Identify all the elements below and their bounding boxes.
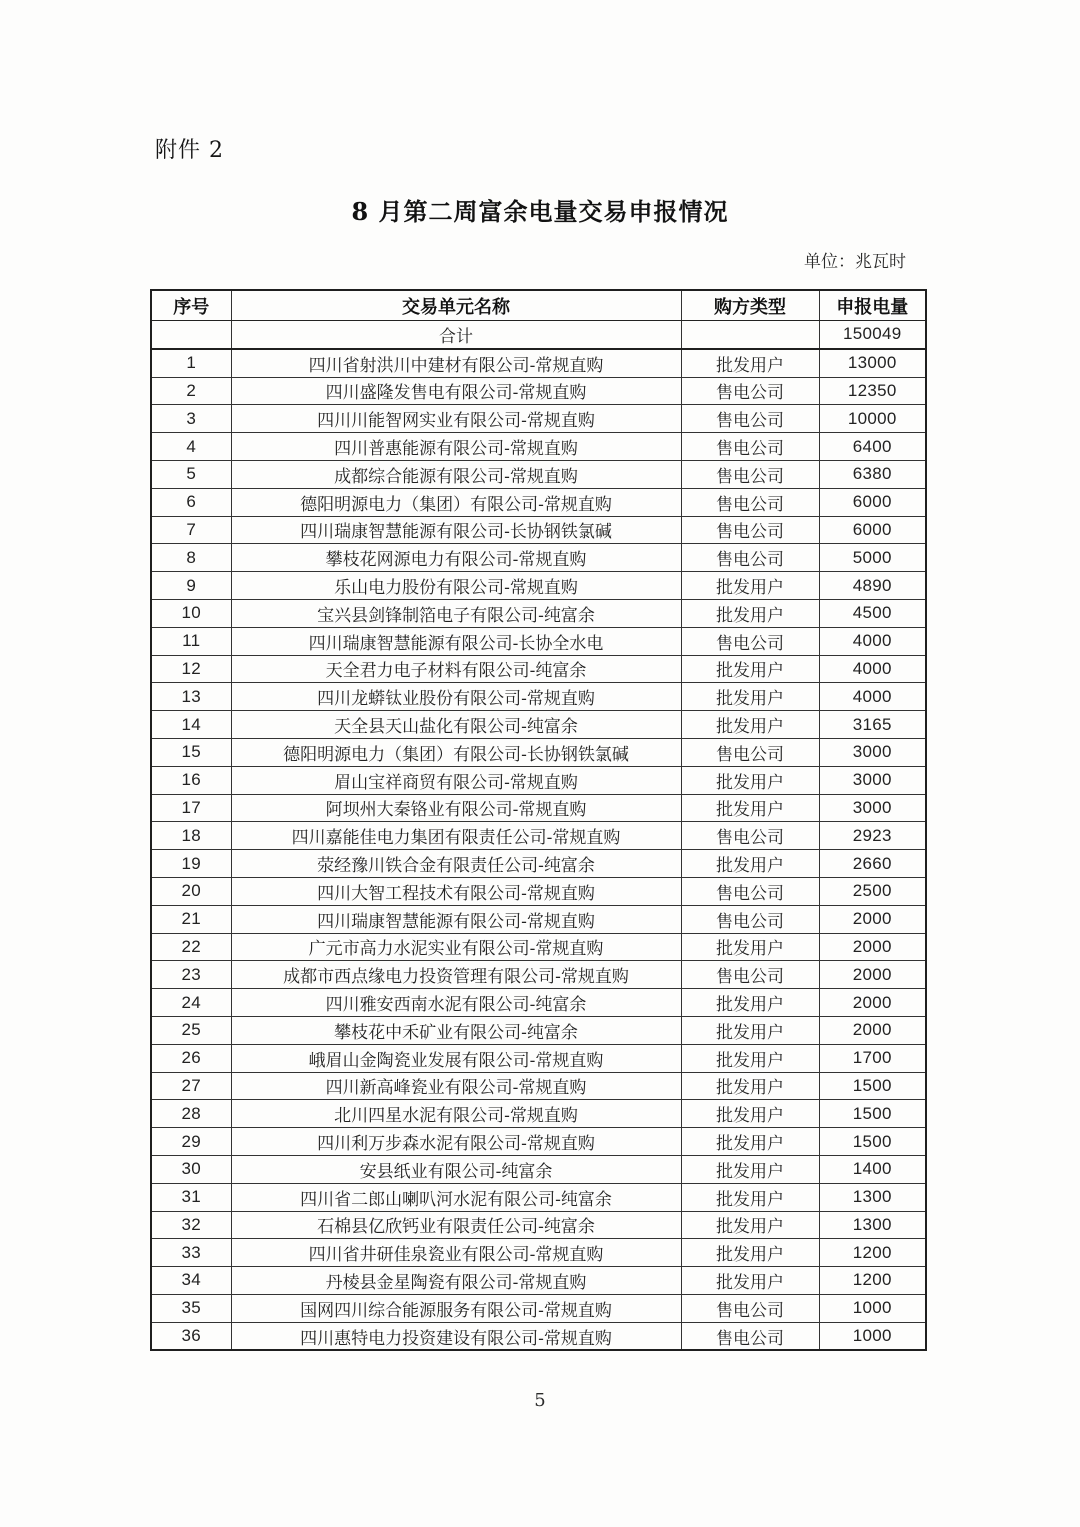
unit-name-cell: 安县纸业有限公司-纯富余 (231, 1155, 681, 1183)
buyer-type-cell: 售电公司 (681, 377, 819, 405)
buyer-type-cell: 批发用户 (681, 711, 819, 739)
row-index-cell: 18 (151, 822, 231, 850)
table-row (151, 961, 926, 989)
row-index-cell: 13 (151, 683, 231, 711)
row-index-cell: 28 (151, 1100, 231, 1128)
table-row (151, 1294, 926, 1322)
row-index-cell: 2 (151, 377, 231, 405)
row-index-cell: 7 (151, 516, 231, 544)
table-row (151, 1155, 926, 1183)
row-index-cell: 9 (151, 572, 231, 600)
unit-name-cell: 四川利万步森水泥有限公司-常规直购 (231, 1128, 681, 1156)
volume-cell: 6000 (819, 516, 926, 544)
volume-cell: 4890 (819, 572, 926, 600)
row-index-cell: 10 (151, 599, 231, 627)
volume-cell: 2000 (819, 933, 926, 961)
table-body (151, 321, 926, 1351)
row-index-cell: 1 (151, 349, 231, 377)
total-row (151, 321, 926, 349)
row-index-cell: 27 (151, 1072, 231, 1100)
volume-cell: 1300 (819, 1211, 926, 1239)
row-index-cell: 26 (151, 1044, 231, 1072)
unit-name-cell: 丹棱县金星陶瓷有限公司-常规直购 (231, 1267, 681, 1295)
unit-name-cell: 天全县天山盐化有限公司-纯富余 (231, 711, 681, 739)
unit-name-cell: 四川嘉能佳电力集团有限责任公司-常规直购 (231, 822, 681, 850)
unit-name-cell: 四川龙蟒钛业股份有限公司-常规直购 (231, 683, 681, 711)
buyer-type-cell: 批发用户 (681, 572, 819, 600)
buyer-type-cell: 批发用户 (681, 1072, 819, 1100)
buyer-type-cell: 售电公司 (681, 822, 819, 850)
row-index-cell: 35 (151, 1294, 231, 1322)
volume-cell: 1300 (819, 1183, 926, 1211)
buyer-type-cell: 批发用户 (681, 850, 819, 878)
volume-cell: 4500 (819, 599, 926, 627)
total-index-cell (151, 321, 231, 349)
buyer-type-cell: 售电公司 (681, 1322, 819, 1350)
volume-cell: 3000 (819, 738, 926, 766)
unit-name-cell: 成都市西点缘电力投资管理有限公司-常规直购 (231, 961, 681, 989)
row-index-cell: 19 (151, 850, 231, 878)
buyer-type-cell: 售电公司 (681, 544, 819, 572)
unit-name-cell: 石棉县亿欣钙业有限责任公司-纯富余 (231, 1211, 681, 1239)
unit-name-cell: 峨眉山金陶瓷业发展有限公司-常规直购 (231, 1044, 681, 1072)
row-index-cell: 12 (151, 655, 231, 683)
buyer-type-cell: 批发用户 (681, 349, 819, 377)
volume-cell: 2000 (819, 905, 926, 933)
total-label-cell: 合计 (231, 321, 681, 349)
volume-cell: 12350 (819, 377, 926, 405)
unit-name-cell: 宝兴县剑锋制箔电子有限公司-纯富余 (231, 599, 681, 627)
table-row (151, 850, 926, 878)
table-row (151, 516, 926, 544)
page-title: 8 月第二周富余电量交易申报情况 (351, 197, 729, 226)
table-row (151, 1072, 926, 1100)
unit-name-cell: 眉山宝祥商贸有限公司-常规直购 (231, 766, 681, 794)
table-row (151, 766, 926, 794)
buyer-type-cell: 售电公司 (681, 877, 819, 905)
table-row (151, 1322, 926, 1350)
buyer-type-cell: 售电公司 (681, 1294, 819, 1322)
table-row (151, 488, 926, 516)
table-row (151, 544, 926, 572)
volume-cell: 1200 (819, 1267, 926, 1295)
total-buyer-cell (681, 321, 819, 349)
buyer-type-cell: 售电公司 (681, 488, 819, 516)
volume-cell: 4000 (819, 655, 926, 683)
buyer-type-cell: 批发用户 (681, 1267, 819, 1295)
volume-cell: 1500 (819, 1100, 926, 1128)
table-row (151, 738, 926, 766)
buyer-type-cell: 批发用户 (681, 655, 819, 683)
buyer-type-cell: 售电公司 (681, 460, 819, 488)
volume-cell: 2000 (819, 1016, 926, 1044)
volume-cell: 3000 (819, 766, 926, 794)
row-index-cell: 24 (151, 989, 231, 1017)
volume-cell: 6380 (819, 460, 926, 488)
unit-name-cell: 荥经豫川铁合金有限责任公司-纯富余 (231, 850, 681, 878)
unit-name-cell: 乐山电力股份有限公司-常规直购 (231, 572, 681, 600)
unit-name-cell: 国网四川综合能源服务有限公司-常规直购 (231, 1294, 681, 1322)
row-index-cell: 25 (151, 1016, 231, 1044)
table-row (151, 655, 926, 683)
row-index-cell: 11 (151, 627, 231, 655)
table-header-row (151, 290, 926, 321)
buyer-type-cell: 批发用户 (681, 1211, 819, 1239)
unit-name-cell: 攀枝花网源电力有限公司-常规直购 (231, 544, 681, 572)
volume-cell: 1500 (819, 1072, 926, 1100)
table-row (151, 1016, 926, 1044)
volume-cell: 1400 (819, 1155, 926, 1183)
buyer-type-cell: 批发用户 (681, 1044, 819, 1072)
buyer-type-cell: 售电公司 (681, 961, 819, 989)
column-header-index: 序号 (151, 290, 231, 321)
column-header-volume: 申报电量 (819, 290, 926, 321)
row-index-cell: 22 (151, 933, 231, 961)
table-row (151, 905, 926, 933)
volume-cell: 3165 (819, 711, 926, 739)
unit-name-cell: 四川新高峰瓷业有限公司-常规直购 (231, 1072, 681, 1100)
table-row (151, 711, 926, 739)
buyer-type-cell: 批发用户 (681, 1239, 819, 1267)
table-row (151, 1128, 926, 1156)
volume-cell: 1500 (819, 1128, 926, 1156)
row-index-cell: 36 (151, 1322, 231, 1350)
column-header-unit-name: 交易单元名称 (231, 290, 681, 321)
row-index-cell: 5 (151, 460, 231, 488)
table-row (151, 1100, 926, 1128)
buyer-type-cell: 批发用户 (681, 1155, 819, 1183)
table-row (151, 349, 926, 377)
total-volume-cell: 150049 (819, 321, 926, 349)
row-index-cell: 33 (151, 1239, 231, 1267)
unit-name-cell: 德阳明源电力（集团）有限公司-长协钢铁氯碱 (231, 738, 681, 766)
table-row (151, 794, 926, 822)
table-row (151, 877, 926, 905)
unit-name-cell: 四川省射洪川中建材有限公司-常规直购 (231, 349, 681, 377)
buyer-type-cell: 售电公司 (681, 516, 819, 544)
volume-cell: 4000 (819, 683, 926, 711)
volume-cell: 6400 (819, 433, 926, 461)
row-index-cell: 16 (151, 766, 231, 794)
unit-name-cell: 北川四星水泥有限公司-常规直购 (231, 1100, 681, 1128)
buyer-type-cell: 批发用户 (681, 989, 819, 1017)
row-index-cell: 14 (151, 711, 231, 739)
buyer-type-cell: 批发用户 (681, 766, 819, 794)
buyer-type-cell: 批发用户 (681, 933, 819, 961)
buyer-type-cell: 批发用户 (681, 1016, 819, 1044)
volume-cell: 3000 (819, 794, 926, 822)
table-row (151, 627, 926, 655)
unit-name-cell: 德阳明源电力（集团）有限公司-常规直购 (231, 488, 681, 516)
buyer-type-cell: 批发用户 (681, 794, 819, 822)
unit-name-cell: 四川瑞康智慧能源有限公司-常规直购 (231, 905, 681, 933)
unit-name-cell: 广元市高力水泥实业有限公司-常规直购 (231, 933, 681, 961)
row-index-cell: 32 (151, 1211, 231, 1239)
volume-cell: 1700 (819, 1044, 926, 1072)
volume-cell: 2660 (819, 850, 926, 878)
buyer-type-cell: 售电公司 (681, 738, 819, 766)
table-row (151, 1211, 926, 1239)
unit-name-cell: 阿坝州大秦铬业有限公司-常规直购 (231, 794, 681, 822)
volume-cell: 1000 (819, 1294, 926, 1322)
unit-name-cell: 四川普惠能源有限公司-常规直购 (231, 433, 681, 461)
unit-name-cell: 四川瑞康智慧能源有限公司-长协全水电 (231, 627, 681, 655)
unit-name-cell: 天全君力电子材料有限公司-纯富余 (231, 655, 681, 683)
unit-name-cell: 四川惠特电力投资建设有限公司-常规直购 (231, 1322, 681, 1350)
row-index-cell: 17 (151, 794, 231, 822)
row-index-cell: 21 (151, 905, 231, 933)
unit-name-cell: 四川省井研佳泉瓷业有限公司-常规直购 (231, 1239, 681, 1267)
buyer-type-cell: 售电公司 (681, 433, 819, 461)
volume-cell: 2000 (819, 989, 926, 1017)
buyer-type-cell: 批发用户 (681, 1100, 819, 1128)
table-row (151, 989, 926, 1017)
table-row (151, 933, 926, 961)
row-index-cell: 15 (151, 738, 231, 766)
column-header-buyer-type: 购方类型 (681, 290, 819, 321)
volume-cell: 1200 (819, 1239, 926, 1267)
buyer-type-cell: 批发用户 (681, 1128, 819, 1156)
table-row (151, 433, 926, 461)
attachment-label: 附件 2 (155, 138, 224, 163)
buyer-type-cell: 批发用户 (681, 683, 819, 711)
row-index-cell: 23 (151, 961, 231, 989)
row-index-cell: 29 (151, 1128, 231, 1156)
unit-name-cell: 四川大智工程技术有限公司-常规直购 (231, 877, 681, 905)
page-number: 5 (534, 1390, 546, 1411)
table-row (151, 1267, 926, 1295)
unit-name-cell: 四川瑞康智慧能源有限公司-长协钢铁氯碱 (231, 516, 681, 544)
table-row (151, 1183, 926, 1211)
row-index-cell: 6 (151, 488, 231, 516)
unit-note: 单位：兆瓦时 (804, 252, 906, 272)
row-index-cell: 31 (151, 1183, 231, 1211)
table-row (151, 377, 926, 405)
row-index-cell: 4 (151, 433, 231, 461)
unit-name-cell: 四川盛隆发售电有限公司-常规直购 (231, 377, 681, 405)
unit-name-cell: 四川川能智网实业有限公司-常规直购 (231, 405, 681, 433)
table-row (151, 1239, 926, 1267)
volume-cell: 10000 (819, 405, 926, 433)
unit-name-cell: 成都综合能源有限公司-常规直购 (231, 460, 681, 488)
table-row (151, 1044, 926, 1072)
volume-cell: 1000 (819, 1322, 926, 1350)
buyer-type-cell: 售电公司 (681, 627, 819, 655)
volume-cell: 13000 (819, 349, 926, 377)
volume-cell: 2500 (819, 877, 926, 905)
table-row (151, 822, 926, 850)
row-index-cell: 3 (151, 405, 231, 433)
volume-cell: 4000 (819, 627, 926, 655)
row-index-cell: 30 (151, 1155, 231, 1183)
unit-name-cell: 四川省二郎山喇叭河水泥有限公司-纯富余 (231, 1183, 681, 1211)
table-row (151, 460, 926, 488)
buyer-type-cell: 售电公司 (681, 405, 819, 433)
table-row (151, 683, 926, 711)
unit-name-cell: 四川雅安西南水泥有限公司-纯富余 (231, 989, 681, 1017)
row-index-cell: 34 (151, 1267, 231, 1295)
volume-cell: 5000 (819, 544, 926, 572)
buyer-type-cell: 售电公司 (681, 905, 819, 933)
table-row (151, 405, 926, 433)
buyer-type-cell: 批发用户 (681, 1183, 819, 1211)
volume-cell: 6000 (819, 488, 926, 516)
table-row (151, 572, 926, 600)
volume-cell: 2923 (819, 822, 926, 850)
volume-cell: 2000 (819, 961, 926, 989)
table-row (151, 599, 926, 627)
unit-name-cell: 攀枝花中禾矿业有限公司-纯富余 (231, 1016, 681, 1044)
row-index-cell: 20 (151, 877, 231, 905)
row-index-cell: 8 (151, 544, 231, 572)
buyer-type-cell: 批发用户 (681, 599, 819, 627)
declaration-table (150, 289, 927, 1351)
